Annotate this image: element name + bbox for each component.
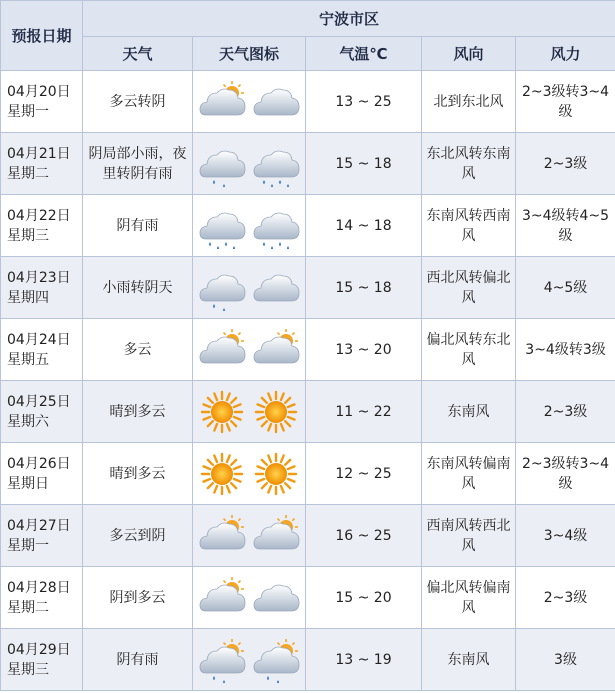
wind-force-cell: 3~4级 xyxy=(516,505,615,567)
date-label: 04月28日 xyxy=(7,579,71,596)
wind-direction-cell: 东北风转东南风 xyxy=(422,133,516,195)
date-label: 04月23日 xyxy=(7,269,71,286)
wind-force-cell: 2~3级 xyxy=(516,381,615,443)
wind-direction-cell: 东南风转偏南风 xyxy=(422,443,516,505)
weekday-label: 星期二 xyxy=(7,165,49,182)
table-row xyxy=(1,257,615,319)
weather-icons-cell xyxy=(193,443,306,505)
table-row xyxy=(1,567,615,629)
weekday-label: 星期五 xyxy=(7,351,49,368)
date-cell xyxy=(1,629,83,691)
date-cell xyxy=(1,505,83,567)
sun-rain-icon xyxy=(250,637,302,683)
temperature-cell: 15 ~ 20 xyxy=(306,567,422,629)
weather-cell: 多云转阴 xyxy=(83,71,193,133)
temperature-cell: 13 ~ 19 xyxy=(306,629,422,691)
sun-icon xyxy=(250,451,302,497)
wind-direction-cell: 偏北风转东北风 xyxy=(422,319,516,381)
cloud-icon xyxy=(250,575,302,621)
wind-direction-cell: 东南风 xyxy=(422,629,516,691)
weekday-label: 星期六 xyxy=(7,413,49,430)
partly-cloudy-icon xyxy=(196,79,248,125)
date-label: 04月25日 xyxy=(7,393,71,410)
date-cell xyxy=(1,567,83,629)
weather-icons-cell xyxy=(193,319,306,381)
partly-cloudy-icon xyxy=(196,575,248,621)
weather-cell: 阴有雨 xyxy=(83,195,193,257)
sun-icon xyxy=(196,451,248,497)
temperature-column-header: 气温℃ xyxy=(306,37,422,71)
table-row xyxy=(1,381,615,443)
weather-cell: 阴局部小雨，夜里转阴有雨 xyxy=(83,133,193,195)
wind-force-column-header: 风力 xyxy=(516,37,615,71)
wind-force-cell: 2~3级转3~4级 xyxy=(516,443,615,505)
wind-force-cell: 3~4级转4~5级 xyxy=(516,195,615,257)
rain-icon xyxy=(250,203,302,249)
cloud-icon xyxy=(250,265,302,311)
date-cell xyxy=(1,71,83,133)
wind-force-cell: 3~4级转3级 xyxy=(516,319,615,381)
partly-cloudy-icon xyxy=(250,327,302,373)
wind-direction-column-header: 风向 xyxy=(422,37,516,71)
table-row xyxy=(1,443,615,505)
temperature-cell: 13 ~ 25 xyxy=(306,71,422,133)
rain-icon xyxy=(196,203,248,249)
partly-cloudy-icon xyxy=(250,513,302,559)
weather-icons-cell xyxy=(193,567,306,629)
date-cell xyxy=(1,381,83,443)
temperature-cell: 13 ~ 20 xyxy=(306,319,422,381)
wind-direction-cell: 东南风 xyxy=(422,381,516,443)
weather-cell: 多云 xyxy=(83,319,193,381)
weather-cell: 阴到多云 xyxy=(83,567,193,629)
temperature-cell: 12 ~ 25 xyxy=(306,443,422,505)
icon-column-header: 天气图标 xyxy=(193,37,306,71)
date-cell xyxy=(1,195,83,257)
light-rain-icon xyxy=(196,141,248,187)
weekday-label: 星期日 xyxy=(7,475,49,492)
weather-cell: 阴有雨 xyxy=(83,629,193,691)
weather-icons-cell xyxy=(193,195,306,257)
wind-direction-cell: 东南风转西南风 xyxy=(422,195,516,257)
date-label: 04月22日 xyxy=(7,207,71,224)
wind-force-cell: 3级 xyxy=(516,629,615,691)
wind-force-cell: 2~3级 xyxy=(516,567,615,629)
weather-cell: 晴到多云 xyxy=(83,443,193,505)
date-label: 04月24日 xyxy=(7,331,71,348)
date-column-header: 预报日期 xyxy=(1,1,83,71)
date-label: 04月26日 xyxy=(7,455,71,472)
weather-cell: 晴到多云 xyxy=(83,381,193,443)
light-rain-icon xyxy=(196,265,248,311)
temperature-cell: 11 ~ 22 xyxy=(306,381,422,443)
table-row xyxy=(1,505,615,567)
cloud-icon xyxy=(250,79,302,125)
weather-icons-cell xyxy=(193,257,306,319)
wind-direction-cell: 西北风转偏北风 xyxy=(422,257,516,319)
date-label: 04月20日 xyxy=(7,83,71,100)
wind-force-cell: 2~3级 xyxy=(516,133,615,195)
wind-direction-cell: 西南风转西北风 xyxy=(422,505,516,567)
date-cell xyxy=(1,257,83,319)
table-row xyxy=(1,629,615,691)
weekday-label: 星期三 xyxy=(7,661,49,678)
table-row xyxy=(1,195,615,257)
weather-cell: 小雨转阴天 xyxy=(83,257,193,319)
weekday-label: 星期一 xyxy=(7,103,49,120)
wind-direction-cell: 偏北风转偏南风 xyxy=(422,567,516,629)
weather-icons-cell xyxy=(193,629,306,691)
weekday-label: 星期一 xyxy=(7,537,49,554)
weather-column-header: 天气 xyxy=(83,37,193,71)
sun-icon xyxy=(196,389,248,435)
date-label: 04月21日 xyxy=(7,145,71,162)
date-label: 04月27日 xyxy=(7,517,71,534)
table-row xyxy=(1,71,615,133)
weather-icons-cell xyxy=(193,505,306,567)
partly-cloudy-icon xyxy=(196,327,248,373)
date-cell xyxy=(1,319,83,381)
temperature-cell: 15 ~ 18 xyxy=(306,133,422,195)
temperature-cell: 16 ~ 25 xyxy=(306,505,422,567)
weather-cell: 多云到阴 xyxy=(83,505,193,567)
temperature-cell: 14 ~ 18 xyxy=(306,195,422,257)
wind-direction-cell: 北到东北风 xyxy=(422,71,516,133)
table-row xyxy=(1,319,615,381)
partly-cloudy-icon xyxy=(196,513,248,559)
weekday-label: 星期三 xyxy=(7,227,49,244)
rain-icon xyxy=(250,141,302,187)
temperature-cell: 15 ~ 18 xyxy=(306,257,422,319)
region-header: 宁波市区 xyxy=(83,1,615,37)
weather-icons-cell xyxy=(193,71,306,133)
weekday-label: 星期四 xyxy=(7,289,49,306)
weekday-label: 星期二 xyxy=(7,599,49,616)
wind-force-cell: 4~5级 xyxy=(516,257,615,319)
weather-icons-cell xyxy=(193,381,306,443)
date-cell xyxy=(1,443,83,505)
table-row xyxy=(1,133,615,195)
sun-icon xyxy=(250,389,302,435)
weather-icons-cell xyxy=(193,133,306,195)
date-cell xyxy=(1,133,83,195)
sun-rain-icon xyxy=(196,637,248,683)
wind-force-cell: 2~3级转3~4级 xyxy=(516,71,615,133)
date-label: 04月29日 xyxy=(7,641,71,658)
